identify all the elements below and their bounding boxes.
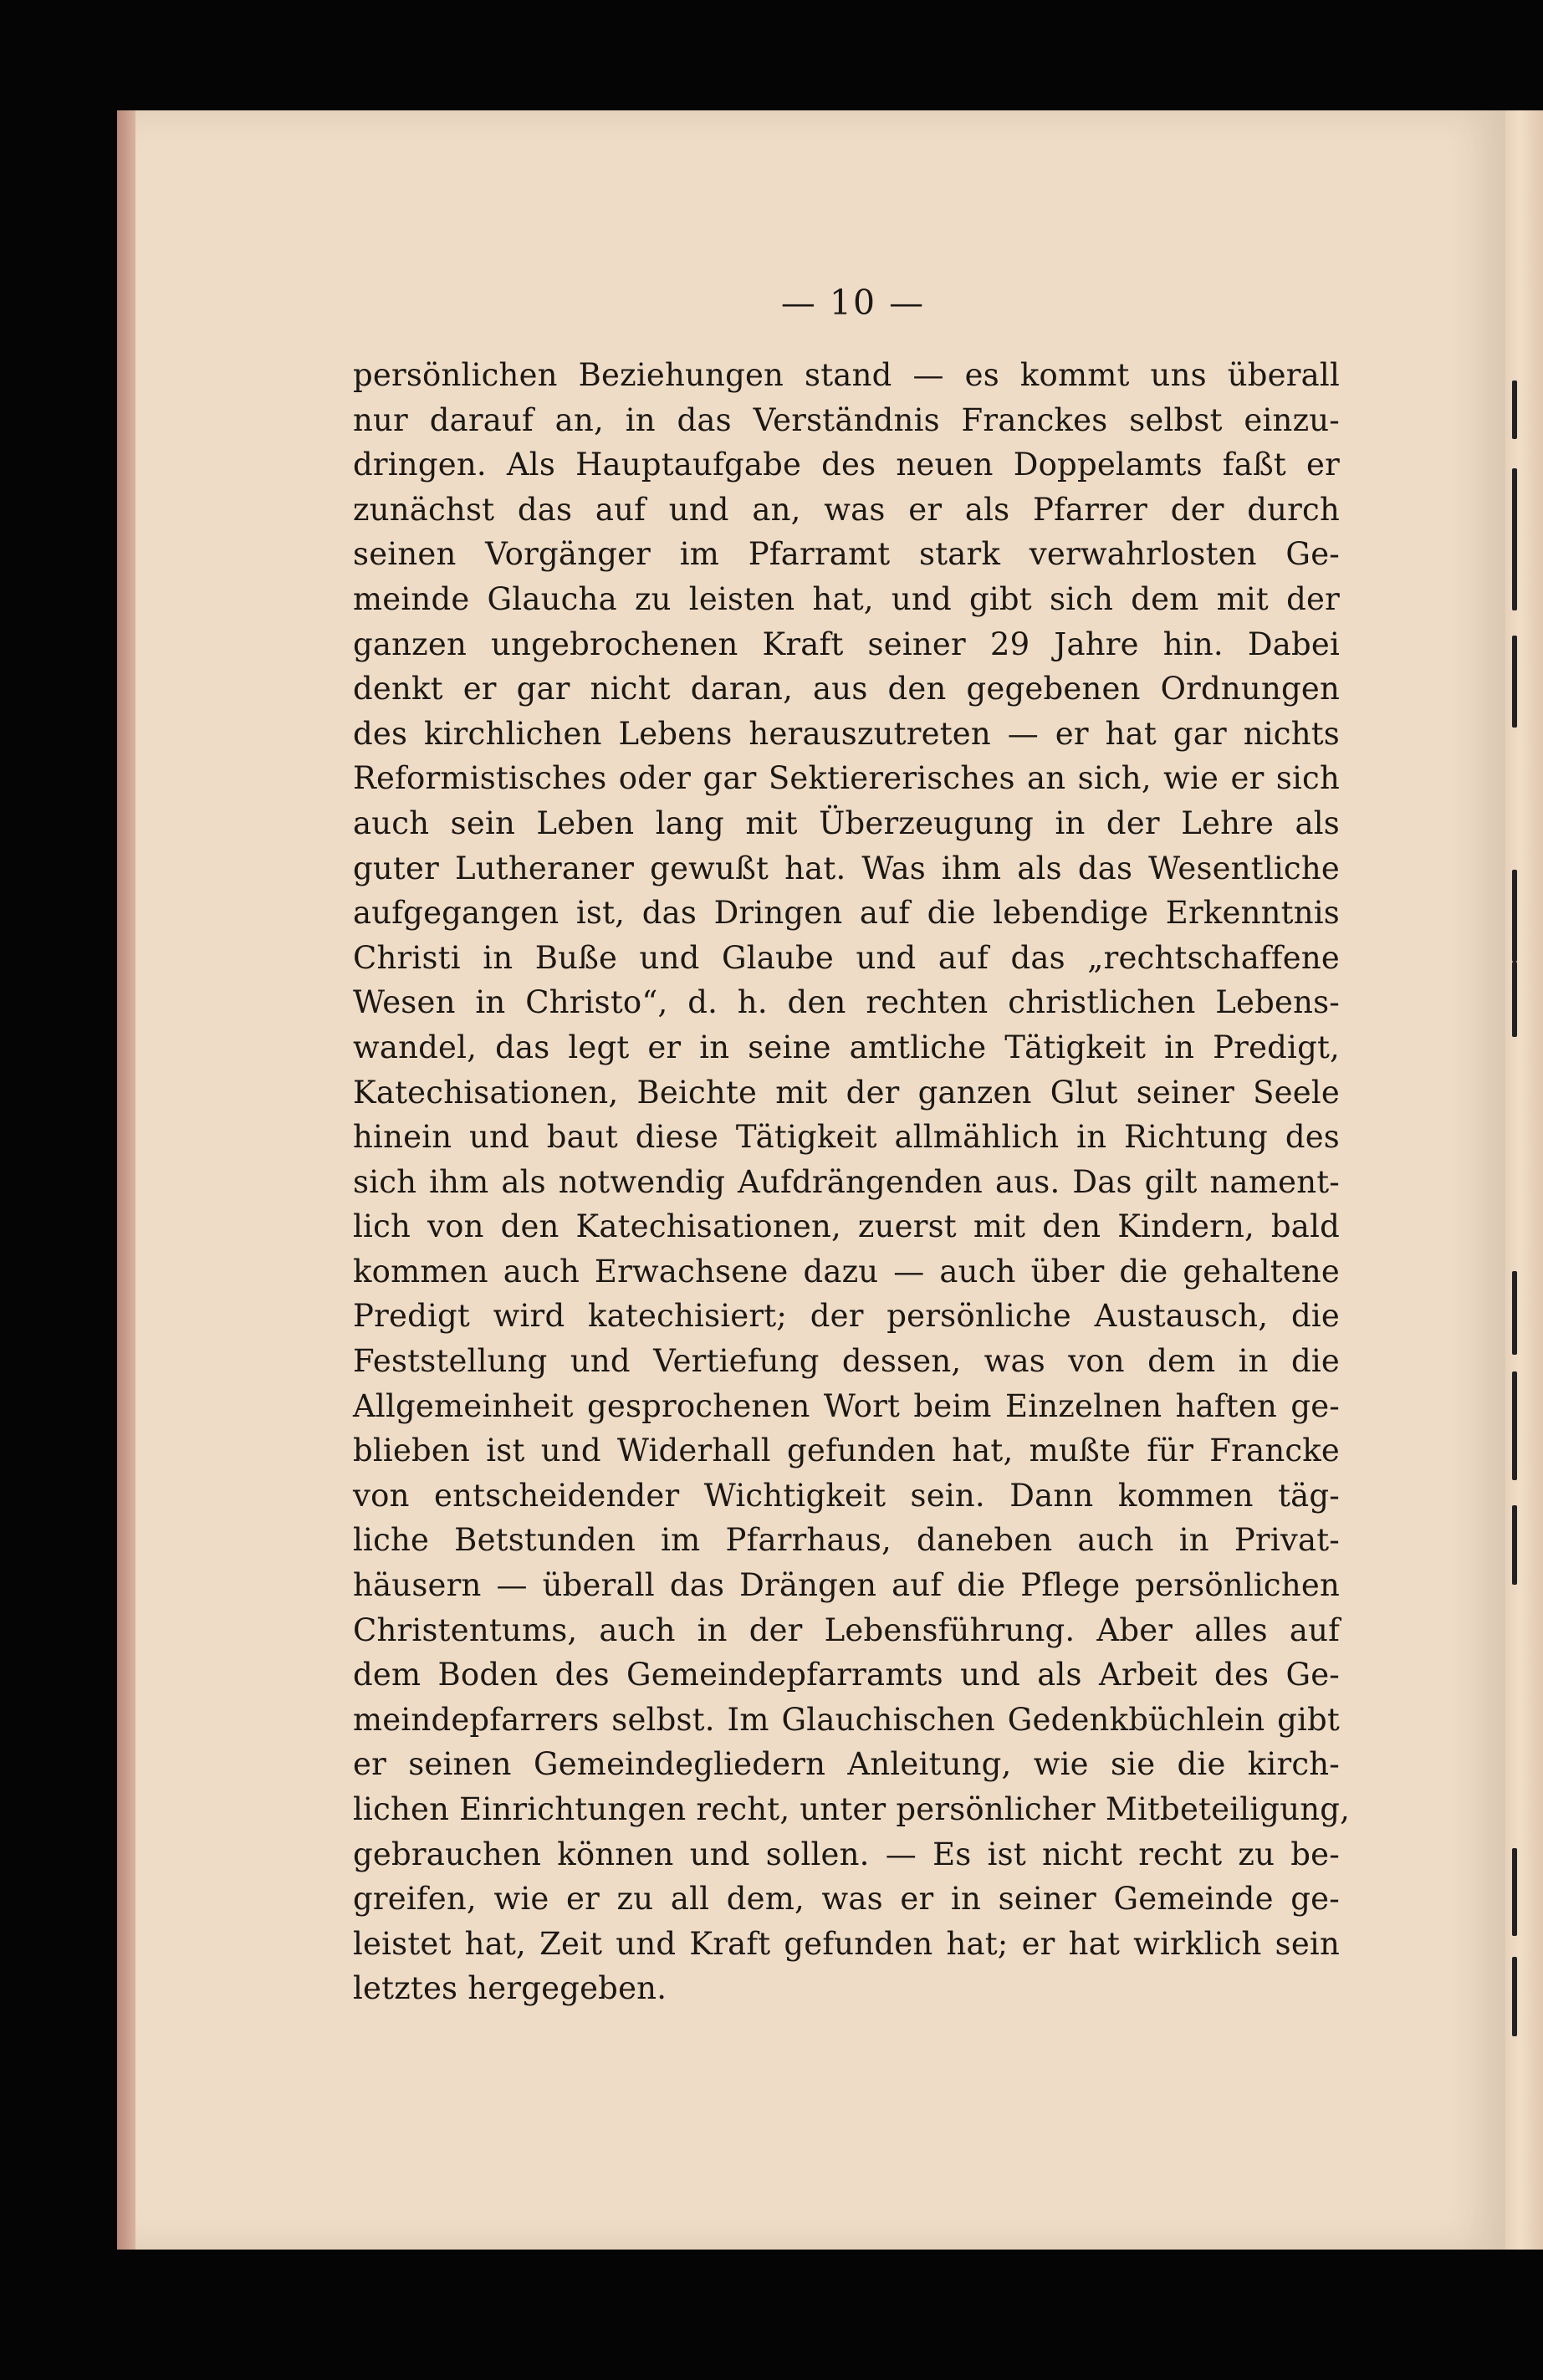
bleed-through-mark [1512, 380, 1517, 439]
text-line: Wesen in Christo“, d. h. den rechten christlichen Lebens- [353, 984, 1340, 1021]
text-line: leistet hat, Zeit und Kraft gefunden hat; er hat wirklich sein [353, 1925, 1340, 1962]
text-line: gebrauchen können und sollen. — Es ist nicht recht zu be- [353, 1836, 1340, 1872]
bleed-through-mark [1512, 962, 1517, 1037]
bleed-through-mark [1512, 1505, 1517, 1585]
text-line: dem Boden des Gemeindepfarramts und als Arbeit des Ge- [353, 1657, 1340, 1693]
text-line: er seinen Gemeindegliedern Anleitung, wie sie die kirch- [353, 1746, 1340, 1783]
text-line: lich von den Katechisationen, zuerst mit den Kindern, bald [353, 1208, 1340, 1245]
text-line: ganzen ungebrochenen Kraft seiner 29 Jahre hin. Dabei [353, 626, 1340, 662]
text-line: zunächst das auf und an, was er als Pfarrer der durch [353, 491, 1340, 528]
text-line: aufgegangen ist, das Dringen auf die lebendige Erkenntnis [353, 895, 1340, 932]
text-line: liche Betstunden im Pfarrhaus, daneben auch in Privat- [353, 1522, 1340, 1559]
bleed-through-mark [1512, 1271, 1517, 1355]
text-line: Katechisationen, Beichte mit der ganzen Glut seiner Seele [353, 1074, 1340, 1111]
text-line: Predigt wird katechisiert; der persönliche Austausch, die [353, 1298, 1340, 1335]
text-line: greifen, wie er zu all dem, was er in seiner Gemeinde ge- [353, 1881, 1340, 1918]
text-line: auch sein Leben lang mit Überzeugung in der Lehre als [353, 804, 1340, 841]
text-line: meindepfarrers selbst. Im Glauchischen Gedenkbüchlein gibt [353, 1701, 1340, 1738]
text-line: meinde Glaucha zu leisten hat, und gibt sich dem mit der [353, 580, 1340, 617]
text-line: denkt er gar nicht daran, aus den gegebenen Ordnungen [353, 671, 1340, 707]
text-line: letztes hergegeben. [353, 1970, 667, 2007]
bleed-through-mark [1512, 636, 1517, 728]
next-page-edge [1505, 110, 1543, 2250]
bleed-through-mark [1512, 870, 1517, 962]
page-number: — 10 — [780, 283, 926, 323]
text-line: hinein und baut diese Tätigkeit allmählich in Richtung des [353, 1119, 1340, 1156]
text-line: lichen Einrichtungen recht, unter persönlicher Mitbeteiligung, [353, 1791, 1351, 1827]
text-line: Allgemeinheit gesprochenen Wort beim Einzelnen haften ge- [353, 1387, 1340, 1424]
body-text [353, 353, 1351, 2011]
page-left-edge [117, 110, 135, 2250]
text-line: dringen. Als Hauptaufgabe des neuen Doppelamts faßt er [353, 447, 1340, 483]
text-line: Reformistisches oder gar Sektiererisches an sich, wie er sich [353, 760, 1340, 797]
text-line: häusern — überall das Drängen auf die Pflege persönlichen [353, 1567, 1340, 1604]
bleed-through-mark [1512, 468, 1517, 610]
text-line: Christi in Buße und Glaube und auf das „rechtschaffene [353, 939, 1340, 976]
text-line: kommen auch Erwachsene dazu — auch über die gehaltene [353, 1253, 1340, 1290]
text-line: sich ihm als notwendig Aufdrängenden aus. Das gilt nament- [353, 1163, 1340, 1200]
text-line: von entscheidender Wichtigkeit sein. Dann kommen täg- [353, 1477, 1340, 1514]
text-line: guter Lutheraner gewußt hat. Was ihm als das Wesentliche [353, 850, 1340, 886]
text-line: Christentums, auch in der Lebensführung. Aber alles auf [353, 1611, 1340, 1648]
text-line: Feststellung und Vertiefung dessen, was von dem in die [353, 1343, 1340, 1380]
text-line: nur darauf an, in das Verständnis Franckes selbst einzu- [353, 401, 1340, 438]
text-line: blieben ist und Widerhall gefunden hat, mußte für Francke [353, 1433, 1340, 1469]
bleed-through-mark [1512, 1957, 1517, 2036]
text-line: wandel, das legt er in seine amtliche Tätigkeit in Predigt, [353, 1029, 1340, 1065]
bleed-through-mark [1512, 1848, 1517, 1936]
bleed-through-mark [1512, 1371, 1517, 1480]
text-line: persönlichen Beziehungen stand — es kommt uns überall [353, 357, 1340, 393]
text-line: des kirchlichen Lebens herauszutreten — er hat gar nichts [353, 715, 1340, 752]
text-line: seinen Vorgänger im Pfarramt stark verwahrlosten Ge- [353, 536, 1340, 573]
